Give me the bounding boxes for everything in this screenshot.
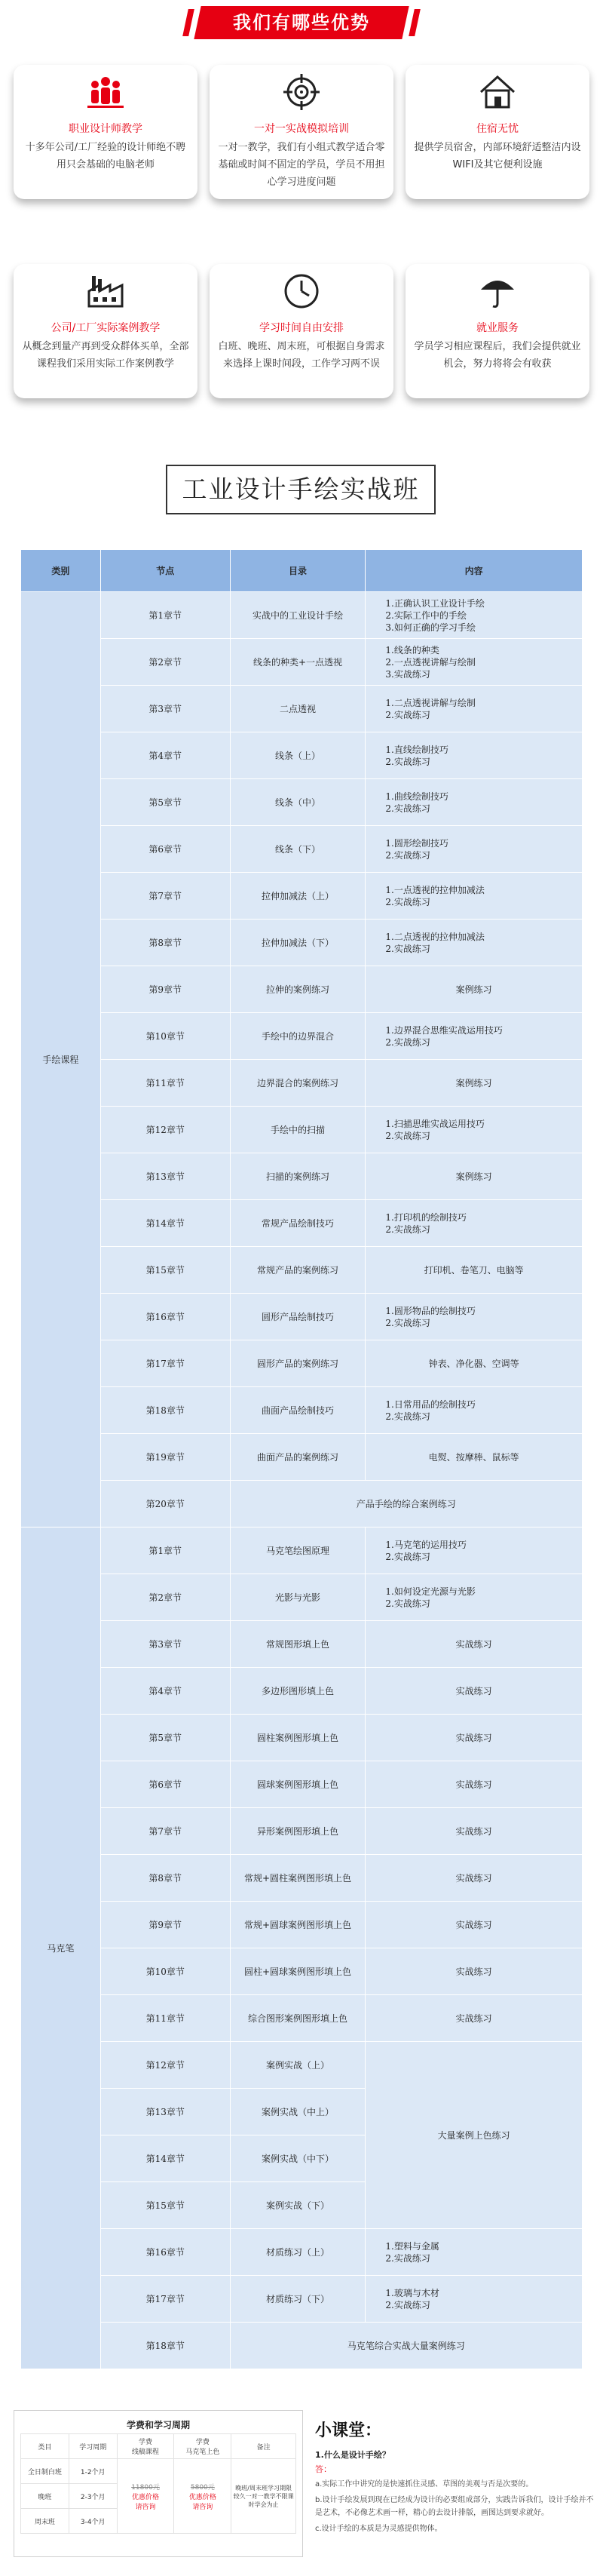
node-cell: 第4章节	[100, 1668, 230, 1715]
table-row	[21, 592, 583, 639]
classroom-panel	[315, 2418, 594, 2535]
content-cell: 实战练习	[366, 1621, 583, 1668]
card-title: 就业服务	[476, 322, 519, 334]
node-cell: 第11章节	[100, 1995, 230, 2042]
course-title: 工业设计手绘实战班	[166, 465, 436, 514]
directory-cell: 案例实战（下）	[230, 2182, 366, 2229]
card-desc: 提供学员宿舍，内部环境舒适整洁内设WIFI及其它便利设施	[414, 142, 581, 170]
content-cell: 大量案例上色练习	[366, 2042, 583, 2229]
node-cell: 第20章节	[100, 1481, 230, 1527]
node-cell: 第7章节	[100, 1808, 230, 1855]
card-title: 住宿无忧	[476, 123, 519, 135]
content-cell: 打印机、卷笔刀、电脑等	[366, 1247, 583, 1294]
clock-icon	[282, 272, 321, 311]
table-row	[21, 2229, 583, 2276]
answer-paragraph: a.实际工作中讲究的是快速抓住灵感、草图的美观与否是次要的。	[315, 2480, 534, 2488]
content-cell: 1.打印机的绘制技巧 2.实战练习	[366, 1200, 583, 1247]
node-cell: 第4章节	[100, 732, 230, 779]
card-title: 学习时间自由安排	[259, 322, 344, 334]
card-title: 一对一实战模拟培训	[254, 123, 349, 135]
node-cell: 第13章节	[100, 1153, 230, 1200]
directory-cell: 圆柱案例图形填上色	[230, 1715, 366, 1761]
table-row	[21, 2276, 583, 2323]
table-row	[21, 1995, 583, 2042]
content-cell: 实战练习	[366, 1808, 583, 1855]
content-cell: 1.线条的种类 2.一点透视讲解与绘制 3.实战练习	[366, 639, 583, 686]
team-icon	[86, 72, 125, 112]
directory-cell: 常规产品绘制技巧	[230, 1200, 366, 1247]
column-header: 目录	[230, 550, 366, 592]
node-cell: 第1章节	[100, 1527, 230, 1574]
node-cell: 第5章节	[100, 1715, 230, 1761]
content-cell: 1.玻璃与木材 2.实战练习	[366, 2276, 583, 2323]
content-cell: 1.一点透视的拉伸加减法 2.实战练习	[366, 873, 583, 920]
directory-cell: 线条（上）	[230, 732, 366, 779]
node-cell: 第10章节	[100, 1948, 230, 1995]
directory-cell: 案例实战（中上）	[230, 2089, 366, 2135]
node-cell: 第16章节	[100, 2229, 230, 2276]
directory-cell: 多边形图形填上色	[230, 1668, 366, 1715]
table-row	[21, 1434, 583, 1481]
ribbon-tail-right	[409, 9, 421, 36]
content-cell: 实战练习	[366, 1668, 583, 1715]
promo-text: 优惠价格 请咨询	[188, 2493, 216, 2511]
content-cell: 实战练习	[366, 1715, 583, 1761]
fee-header: 学费 马克笔上色	[174, 2434, 231, 2459]
directory-cell: 线条（下）	[230, 826, 366, 873]
card-title: 公司/工厂实际案例教学	[51, 322, 161, 334]
node-cell: 第8章节	[100, 920, 230, 966]
directory-cell: 曲面产品的案例练习	[230, 1434, 366, 1481]
content-cell: 案例练习	[366, 966, 583, 1013]
node-cell: 第3章节	[100, 1621, 230, 1668]
table-row	[21, 686, 583, 732]
content-cell: 1.正确认识工业设计手绘 2.实际工作中的手绘 3.如何正确的学习手绘	[366, 592, 583, 639]
table-row	[21, 1153, 583, 1200]
card-desc: 一对一教学，我们有小组式教学适合零基础或时间不固定的学员，学员不用担心学习进度问题	[218, 142, 385, 188]
directory-cell: 手绘中的扫描	[230, 1107, 366, 1153]
table-row	[21, 732, 583, 779]
content-cell: 1.圆形物品的绘制技巧 2.实战练习	[366, 1294, 583, 1340]
table-row	[21, 1013, 583, 1060]
node-cell: 第10章节	[100, 1013, 230, 1060]
directory-cell: 拉伸加减法（下）	[230, 920, 366, 966]
fee-price-line	[117, 2459, 174, 2534]
fee-type: 周末班	[21, 2509, 69, 2534]
directory-cell: 圆形产品的案例练习	[230, 1340, 366, 1387]
fee-header-row	[21, 2434, 296, 2459]
node-cell: 第14章节	[100, 1200, 230, 1247]
table-row	[21, 826, 583, 873]
course-table	[20, 549, 583, 2369]
content-cell: 实战练习	[366, 1761, 583, 1808]
node-cell: 第14章节	[100, 2135, 230, 2182]
directory-cell: 常规+圆球案例图形填上色	[230, 1902, 366, 1948]
content-cell: 实战练习	[366, 1855, 583, 1902]
table-row	[21, 2323, 583, 2369]
directory-cell: 材质练习（上）	[230, 2229, 366, 2276]
directory-cell: 手绘中的边界混合	[230, 1013, 366, 1060]
node-cell: 第12章节	[100, 1107, 230, 1153]
node-cell: 第18章节	[100, 1387, 230, 1434]
table-row	[21, 1294, 583, 1340]
directory-cell: 案例实战（上）	[230, 2042, 366, 2089]
directory-cell: 线条（中）	[230, 779, 366, 826]
content-cell: 1.马克笔的运用技巧 2.实战练习	[366, 1527, 583, 1574]
advantage-card	[210, 65, 393, 199]
directory-cell: 边界混合的案例练习	[230, 1060, 366, 1107]
table-row	[21, 1527, 583, 1574]
node-cell: 第9章节	[100, 966, 230, 1013]
table-row	[21, 779, 583, 826]
node-cell: 第8章节	[100, 1855, 230, 1902]
card-desc: 从概念到量产再到受众群体买单，全部课程我们采用实际工作案例教学	[22, 341, 189, 370]
advantage-card	[14, 65, 197, 199]
content-cell: 实战练习	[366, 1902, 583, 1948]
directory-cell: 拉伸加减法（上）	[230, 873, 366, 920]
node-cell: 第1章节	[100, 592, 230, 639]
table-row	[21, 1715, 583, 1761]
card-desc: 白班、晚班、周末班，可根据自身需求来选择上课时间段，工作学习两不误	[218, 341, 385, 370]
content-cell: 1.二点透视讲解与绘制 2.实战练习	[366, 686, 583, 732]
column-header: 内容	[366, 550, 583, 592]
node-cell: 第12章节	[100, 2042, 230, 2089]
directory-cell: 圆柱+圆球案例图形填上色	[230, 1948, 366, 1995]
column-header: 节点	[100, 550, 230, 592]
directory-cell: 异形案例图形填上色	[230, 1808, 366, 1855]
fee-header: 备注	[231, 2434, 296, 2459]
advantage-card	[14, 264, 197, 398]
table-row	[21, 1902, 583, 1948]
answer-paragraph: c.设计手绘的本质是为灵感提供物体。	[315, 2525, 442, 2533]
content-cell: 案例练习	[366, 1060, 583, 1107]
content-cell: 1.二点透视的拉伸加减法 2.实战练习	[366, 920, 583, 966]
directory-cell: 常规产品的案例练习	[230, 1247, 366, 1294]
target-icon	[282, 72, 321, 112]
table-row	[21, 639, 583, 686]
node-cell: 第2章节	[100, 639, 230, 686]
directory-cell: 材质练习（下）	[230, 2276, 366, 2323]
section-header	[0, 0, 603, 47]
house-icon	[478, 72, 517, 112]
directory-cell: 马克笔绘图原理	[230, 1527, 366, 1574]
directory-cell: 扫描的案例练习	[230, 1153, 366, 1200]
table-row	[21, 1387, 583, 1434]
directory-cell: 拉伸的案例练习	[230, 966, 366, 1013]
table-row	[21, 873, 583, 920]
card-title: 职业设计师教学	[69, 123, 142, 135]
table-row	[21, 1948, 583, 1995]
content-cell: 钟表、净化器、空调等	[366, 1340, 583, 1387]
ribbon-tail-left	[182, 9, 194, 36]
fee-type: 晚班	[21, 2484, 69, 2509]
fee-row	[21, 2459, 296, 2484]
category-cell: 马克笔	[21, 1527, 101, 2369]
fee-period: 3-4个月	[69, 2509, 117, 2534]
classroom-question: 1.什么是设计手绘？	[315, 2450, 390, 2460]
table-row	[21, 2042, 583, 2089]
table-row	[21, 1200, 583, 1247]
node-cell: 第19章节	[100, 1434, 230, 1481]
directory-cell: 光影与光影	[230, 1574, 366, 1621]
directory-cell: 常规+圆柱案例图形填上色	[230, 1855, 366, 1902]
node-cell: 第3章节	[100, 686, 230, 732]
category-cell: 手绘课程	[21, 592, 101, 1527]
factory-icon	[86, 272, 125, 311]
table-row	[21, 1761, 583, 1808]
content-cell: 实战练习	[366, 1995, 583, 2042]
table-row	[21, 1481, 583, 1527]
table-row	[21, 920, 583, 966]
node-cell: 第5章节	[100, 779, 230, 826]
directory-cell: 二点透视	[230, 686, 366, 732]
content-cell: 1.扫描思维实战运用技巧 2.实战练习	[366, 1107, 583, 1153]
fee-price-marker	[174, 2459, 231, 2534]
fee-remark: 晚班/周末班学习期限较久一对一教学不限课时学会为止	[231, 2459, 296, 2534]
table-row	[21, 1247, 583, 1294]
node-cell: 第15章节	[100, 2182, 230, 2229]
card-desc: 十多年公司/工厂经验的设计师绝不聘用只会基础的电脑老师	[25, 142, 186, 170]
node-cell: 第9章节	[100, 1902, 230, 1948]
node-cell: 第18章节	[100, 2323, 230, 2369]
answer-paragraph: b.设计手绘发展到现在已经成为设计的必要组成部分，实践告诉我们，设计手绘并不是艺术，不必像艺术画一样，精心的去设计排版，画图达到要求就好。	[315, 2496, 594, 2517]
directory-cell: 圆形产品绘制技巧	[230, 1294, 366, 1340]
content-cell: 1.曲线绘制技巧 2.实战练习	[366, 779, 583, 826]
directory-cell: 曲面产品绘制技巧	[230, 1387, 366, 1434]
column-header: 类别	[21, 550, 101, 592]
node-cell: 第15章节	[100, 1247, 230, 1294]
node-cell: 第16章节	[100, 1294, 230, 1340]
advantage-card	[210, 264, 393, 398]
directory-cell: 圆球案例图形填上色	[230, 1761, 366, 1808]
fee-table	[20, 2433, 296, 2534]
advantage-card	[406, 264, 589, 398]
content-cell: 1.日常用品的绘制技巧 2.实战练习	[366, 1387, 583, 1434]
directory-cell: 马克笔综合实战大量案例练习	[230, 2323, 582, 2369]
content-cell: 1.如何设定光源与光影 2.实战练习	[366, 1574, 583, 1621]
table-row	[21, 1060, 583, 1107]
content-cell: 案例练习	[366, 1153, 583, 1200]
node-cell: 第17章节	[100, 2276, 230, 2323]
table-row	[21, 1855, 583, 1902]
table-row	[21, 1340, 583, 1387]
classroom-title: 小课堂：	[315, 2421, 382, 2440]
table-row	[21, 1574, 583, 1621]
content-cell: 1.圆形绘制技巧 2.实战练习	[366, 826, 583, 873]
fee-table-panel	[14, 2410, 303, 2557]
node-cell: 第6章节	[100, 826, 230, 873]
section-title: 我们有哪些优势	[233, 12, 370, 33]
node-cell: 第6章节	[100, 1761, 230, 1808]
table-row	[21, 1621, 583, 1668]
directory-cell: 常规图形填上色	[230, 1621, 366, 1668]
content-cell: 1.塑料与金属 2.实战练习	[366, 2229, 583, 2276]
content-cell: 1.边界混合思维实战运用技巧 2.实战练习	[366, 1013, 583, 1060]
fee-period: 1-2个月	[69, 2459, 117, 2484]
directory-cell: 实战中的工业设计手绘	[230, 592, 366, 639]
umbrella-icon	[478, 272, 517, 311]
directory-cell: 产品手绘的综合案例练习	[230, 1481, 582, 1527]
table-row	[21, 966, 583, 1013]
original-price: 5800元	[190, 2483, 215, 2492]
promo-text: 优惠价格 请咨询	[132, 2493, 160, 2511]
answer-label: 答：	[315, 2464, 332, 2474]
card-desc: 学员学习相应课程后，我们会提供就业机会，努力将将会有收获	[414, 341, 581, 370]
fee-header: 学习周期	[69, 2434, 117, 2459]
fee-type: 全日制白班	[21, 2459, 69, 2484]
node-cell: 第7章节	[100, 873, 230, 920]
content-cell: 实战练习	[366, 1948, 583, 1995]
fee-header: 类目	[21, 2434, 69, 2459]
table-row	[21, 1668, 583, 1715]
node-cell: 第17章节	[100, 1340, 230, 1387]
fee-header: 学费 线稿课程	[117, 2434, 174, 2459]
original-price: 11800元	[131, 2483, 160, 2492]
directory-cell: 综合图形案例图形填上色	[230, 1995, 366, 2042]
node-cell: 第13章节	[100, 2089, 230, 2135]
directory-cell: 线条的种类+一点透视	[230, 639, 366, 686]
table-header-row	[21, 550, 583, 592]
node-cell: 第11章节	[100, 1060, 230, 1107]
fee-period: 2-3个月	[69, 2484, 117, 2509]
content-cell: 1.直线绘制技巧 2.实战练习	[366, 732, 583, 779]
advantage-card	[406, 65, 589, 199]
content-cell: 电熨、按摩棒、鼠标等	[366, 1434, 583, 1481]
node-cell: 第2章节	[100, 1574, 230, 1621]
fee-title: 学费和学习周期	[126, 2420, 190, 2430]
table-row	[21, 1808, 583, 1855]
table-row	[21, 1107, 583, 1153]
directory-cell: 案例实战（中下）	[230, 2135, 366, 2182]
